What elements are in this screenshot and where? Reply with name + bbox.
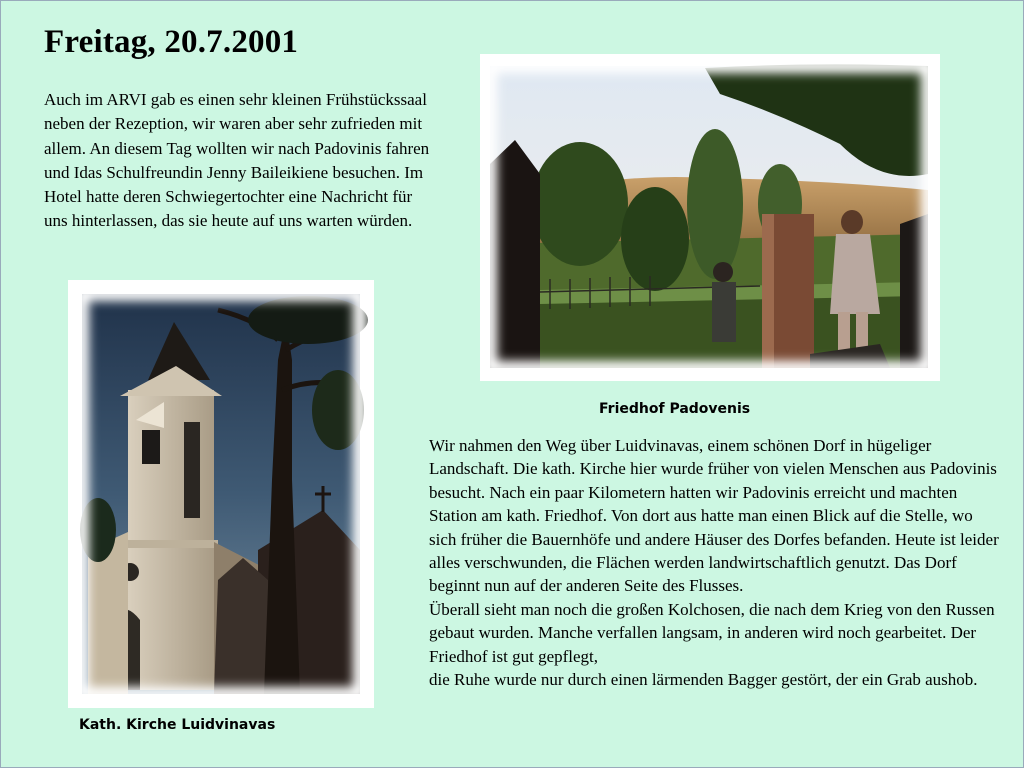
cemetery-photo-frame [480, 54, 940, 381]
body-paragraph-2: Überall sieht man noch die großen Kolchosen, die nach dem Krieg von den Russen gebaut wurden. Manche verfallen langsam, in anderen wird noch gearbeitet. Der Friedhof ist gut gepflegt, [429, 599, 995, 666]
church-photo-caption: Kath. Kirche Luidvinavas [79, 717, 276, 733]
cemetery-photo-caption: Friedhof Padovenis [599, 401, 751, 417]
body-paragraph-1: Wir nahmen den Weg über Luidvinavas, einem schönen Dorf in hügeliger Landschaft. Die kath. Kirche hier wurde früher von vielen Menschen aus Padovinis besucht. Nach ein paar Kilometern hatten wir Padovinis erreicht und machten Station am kath. Friedhof. Von dort aus hatte man einen Blick auf die Stelle, wo sich früher die Bauernhöfe und andere Häuser des Dorfes befanden. Heute ist leider alles verschwunden, die Flächen werden landwirtschaftlich genutzt. Das Dorf beginnt nun auf der anderen Seite des Flusses. [429, 436, 999, 596]
page-title: Freitag, 20.7.2001 [44, 24, 299, 60]
church-photo-frame [68, 280, 374, 708]
intro-paragraph: Auch im ARVI gab es einen sehr kleinen Frühstückssaal neben der Rezeption, wir waren aber sehr zufrieden mit allem. An diesem Tag wollten wir nach Padovinis fahren und Idas Schulfreundin Jenny Baileikiene besuchen. Im Hotel hatte deren Schwiegertochter eine Nachricht für uns hinterlassen, das sie heute auf uns warten würden. [44, 90, 430, 231]
body-text [429, 434, 999, 691]
body-paragraph-3: die Ruhe wurde nur durch einen lärmenden Bagger gestört, der ein Grab aushob. [429, 670, 978, 690]
church-photo [68, 280, 374, 708]
cemetery-photo [480, 54, 940, 381]
